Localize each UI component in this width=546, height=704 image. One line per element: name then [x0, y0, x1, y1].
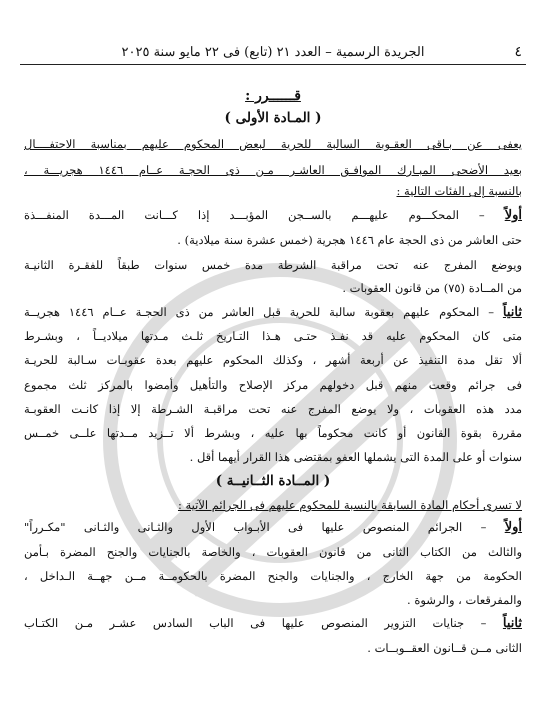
article-1-line: متى كان المحكوم عليه قد نفـذ حتـى هـذا التـاريخ ثلـث مـدتها ميلاديــاً ، وبشـرط [24, 329, 522, 343]
clause-text: – المحكوم عليهم بعقوبة سالبة للحرية قبل العاشر من ذى الحجـة عــام ١٤٤٦ هجريــة [24, 305, 494, 319]
article-2-line: الحكومة من جهة الخارج ، والجنايات والجنح المضرة بالحكومــة مــن جهــة الـداخل ، [24, 569, 522, 583]
decree-heading-text: قــــــرر : [245, 88, 301, 104]
article-1-line: ألا تقل مدة التنفيذ عن أربعة أشهر ، وكذلك المحكوم عليهم بعدة عقوبـات سـالبة للحريـة [24, 353, 522, 367]
article-2-line: والمفرقعات ، والرشوة . [407, 593, 522, 607]
article-2-line: والثالث من الكتاب الثانى من قانون العقوبات ، والخاصة بالجنايات والجنح المضرة بـأمن [24, 545, 522, 559]
clause-label: أولاً [504, 520, 523, 535]
article-1-first-clause [24, 208, 522, 223]
article-2-second-clause [24, 616, 522, 631]
clause-text: – جنايات التزوير المنصوص عليها فى الباب السادس عشـر مـن الكتـاب [24, 616, 487, 630]
article-1-line: ويوضع المفرج عنه تحت مراقبة الشرطة مدة خمس سنوات طبقاً للفقـرة الثانيـة [24, 258, 522, 272]
article-2-line: الثانى مــن قــانون العقــوبــات . [367, 641, 522, 655]
clause-text: – الجرائم المنصوص عليها فى الأبـواب الأول والثـانى والثـانى "مكـرراً" [24, 520, 487, 534]
article-1-line: سنوات أو على المدة التى يشملها العفو بمقتضى هذا القرار أيهما أقل . [189, 450, 522, 464]
clause-label: ثانياً [502, 305, 522, 320]
page-header [20, 42, 526, 65]
article-1-line: فى جرائم وقعت منهم قبل دخولهم مركز الإصلاح والتأهيل وأمضوا بالمركز ثلث مجموع [24, 378, 522, 392]
decree-heading [20, 88, 526, 104]
clause-label: ثانياً [502, 616, 522, 631]
article-1-line: حتى العاشر من ذى الحجة عام ١٤٤٦ هجرية (خمس عشرة سنة ميلادية) . [177, 233, 522, 247]
article-1-line: بالنسبة إلى الفئات التالية : [396, 184, 522, 198]
article-1-line: مقررة بقوة القانون أو كانت محكوماً بها عليه ، وبشرط ألا تــزيد مــدتها علــى خمــس [24, 426, 522, 440]
article-2-heading: ( المــادة الثــانيــة ) [215, 473, 331, 489]
article-2-intro: لا تسرى أحكام المادة السابقة بالنسبة للمحكوم عليهم فى الجرائم الآتية : [177, 498, 522, 512]
clause-label: أولاً [504, 208, 523, 223]
article-1-line: من المــادة (٧٥) من قانون العقوبات . [342, 281, 522, 295]
clause-text: – المحكـــوم عليهـــم بالســجن المؤبـــد إذا كـــانت المـــدة المنفـــذة [24, 208, 485, 222]
article-1-line: بعيد الأضحى المبـارك الموافـق العاشـر مـن ذى الحجـة عــام ١٤٤٦ هجريـــة ، [24, 163, 522, 177]
article-1-heading: ( المـادة الأولى ) [224, 110, 322, 126]
article-2-first-clause [24, 520, 522, 535]
article-1-second-clause [24, 305, 522, 320]
article-1-line: يعفى عن بـاقى العقـوبة السالبة للحرية لبعض المحكوم عليهم بمناسبة الاحتفــــال [24, 137, 522, 151]
gazette-title: الجريدة الرسمية – العدد ٢١ (تابع) فى ٢٢ مايو سنة ٢٠٢٥ [121, 45, 425, 60]
page-number: ٤ [514, 44, 522, 60]
article-1-line: مدد هذه العقوبات ، ولا يوضع المفرج عنه تحت مراقبـة الشـرطة إلا إذا كانـت العقوبـة [24, 402, 522, 416]
